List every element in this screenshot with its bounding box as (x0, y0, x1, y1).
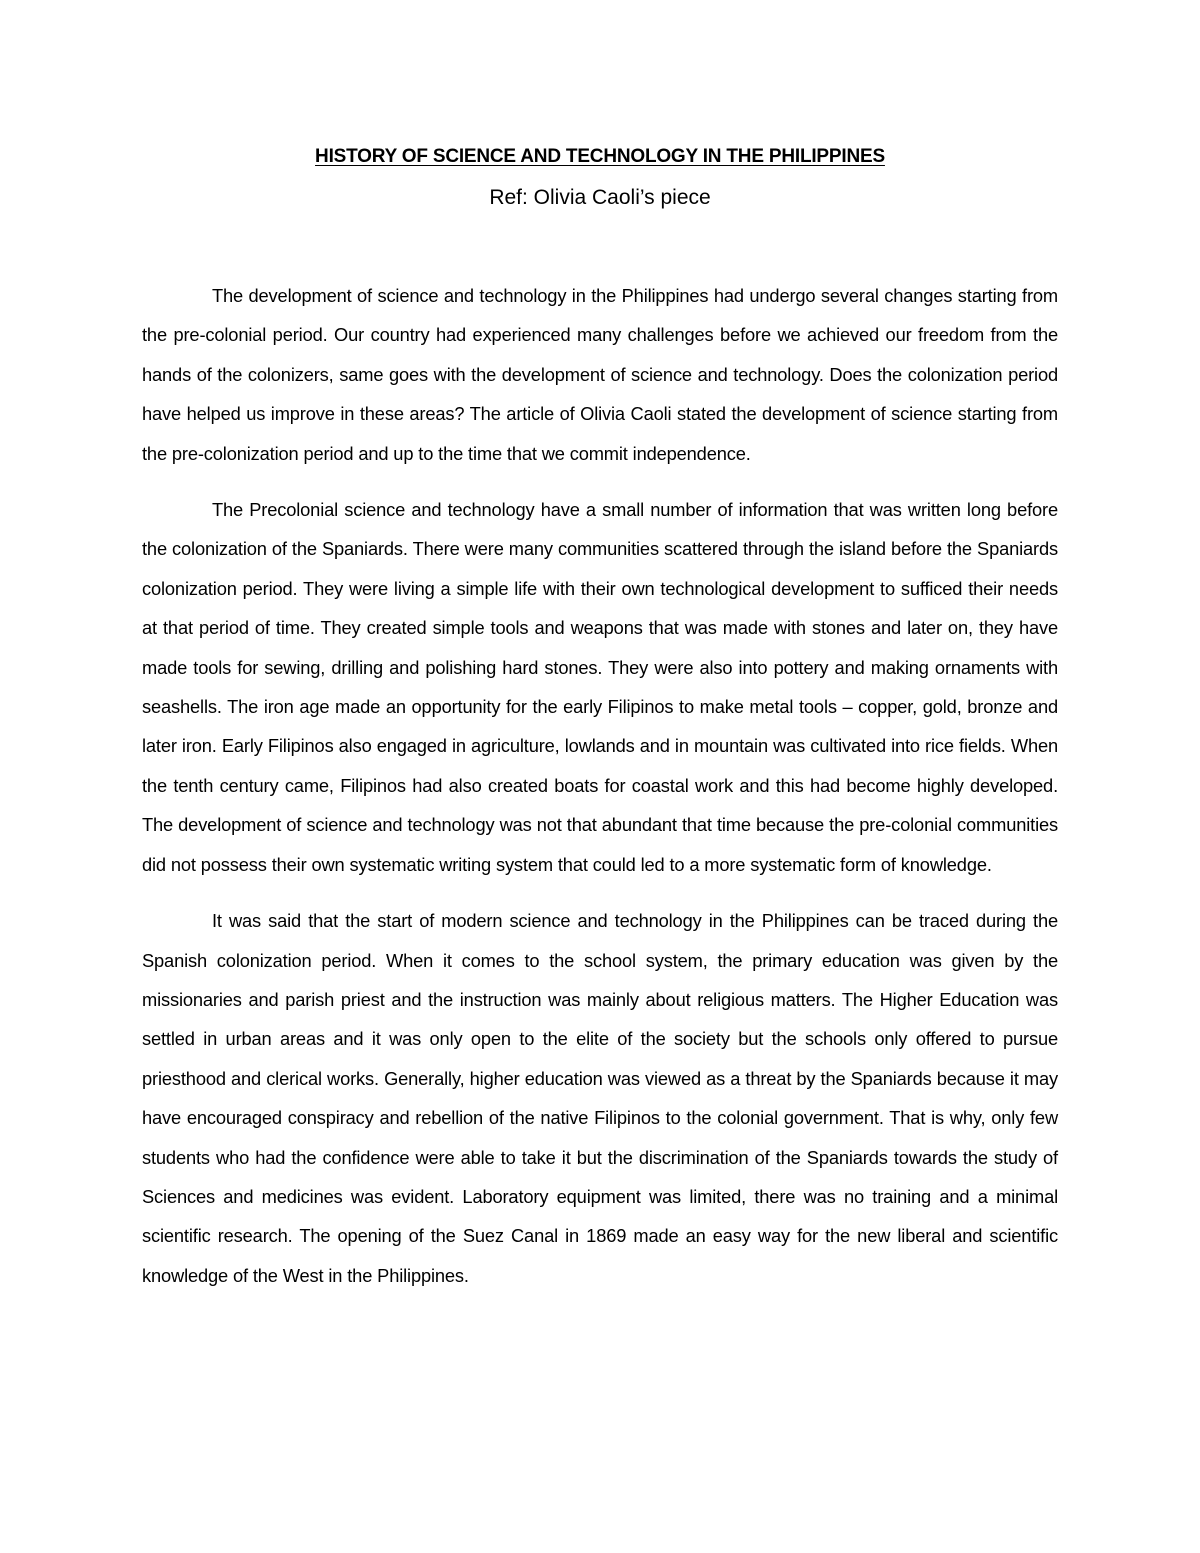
document-body (142, 276, 1058, 1312)
paragraph-introduction: The development of science and technology in the Philippines had undergo several changes starting from the pre-colonial period. Our country had experienced many challenges before we achieved our freedom from the hands of the colonizers, same goes with the development of science and technology. Does the colonization period have helped us improve in these areas? The article of Olivia Caoli stated the development of science starting from the pre-colonization period and up to the time that we commit independence. (142, 285, 1058, 464)
reference-line: Ref: Olivia Caoli’s piece (489, 186, 711, 209)
document-title: HISTORY OF SCIENCE AND TECHNOLOGY IN THE PHILIPPINES (315, 146, 885, 167)
paragraph-precolonial: The Precolonial science and technology have a small number of information that was written long before the colonization of the Spaniards. There were many communities scattered through the island before the Spaniards colonization period. They were living a simple life with their own technological development to sufficed their needs at that period of time. They created simple tools and weapons that was made with stones and later on, they have made tools for sewing, drilling and polishing hard stones. They were also into pottery and making ornaments with seashells. The iron age made an opportunity for the early Filipinos to make metal tools – copper, gold, bronze and later iron. Early Filipinos also engaged in agriculture, lowlands and in mountain was cultivated into rice fields. When the tenth century came, Filipinos had also created boats for coastal work and this had become highly developed. The development of science and technology was not that abundant that time because the pre-colonial communities did not possess their own systematic writing system that could led to a more systematic form of knowledge. (142, 499, 1058, 875)
paragraph-spanish-period: It was said that the start of modern science and technology in the Philippines can be traced during the Spanish colonization period. When it comes to the school system, the primary education was given by the missionaries and parish priest and the instruction was mainly about religious matters. The Higher Education was settled in urban areas and it was only open to the elite of the society but the schools only offered to pursue priesthood and clerical works. Generally, higher education was viewed as a threat by the Spaniards because it may have encouraged conspiracy and rebellion of the native Filipinos to the colonial government. That is why, only few students who had the confidence were able to take it but the discrimination of the Spaniards towards the study of Sciences and medicines was evident. Laboratory equipment was limited, there was no training and a minimal scientific research. The opening of the Suez Canal in 1869 made an easy way for the new liberal and scientific knowledge of the West in the Philippines. (142, 910, 1058, 1286)
